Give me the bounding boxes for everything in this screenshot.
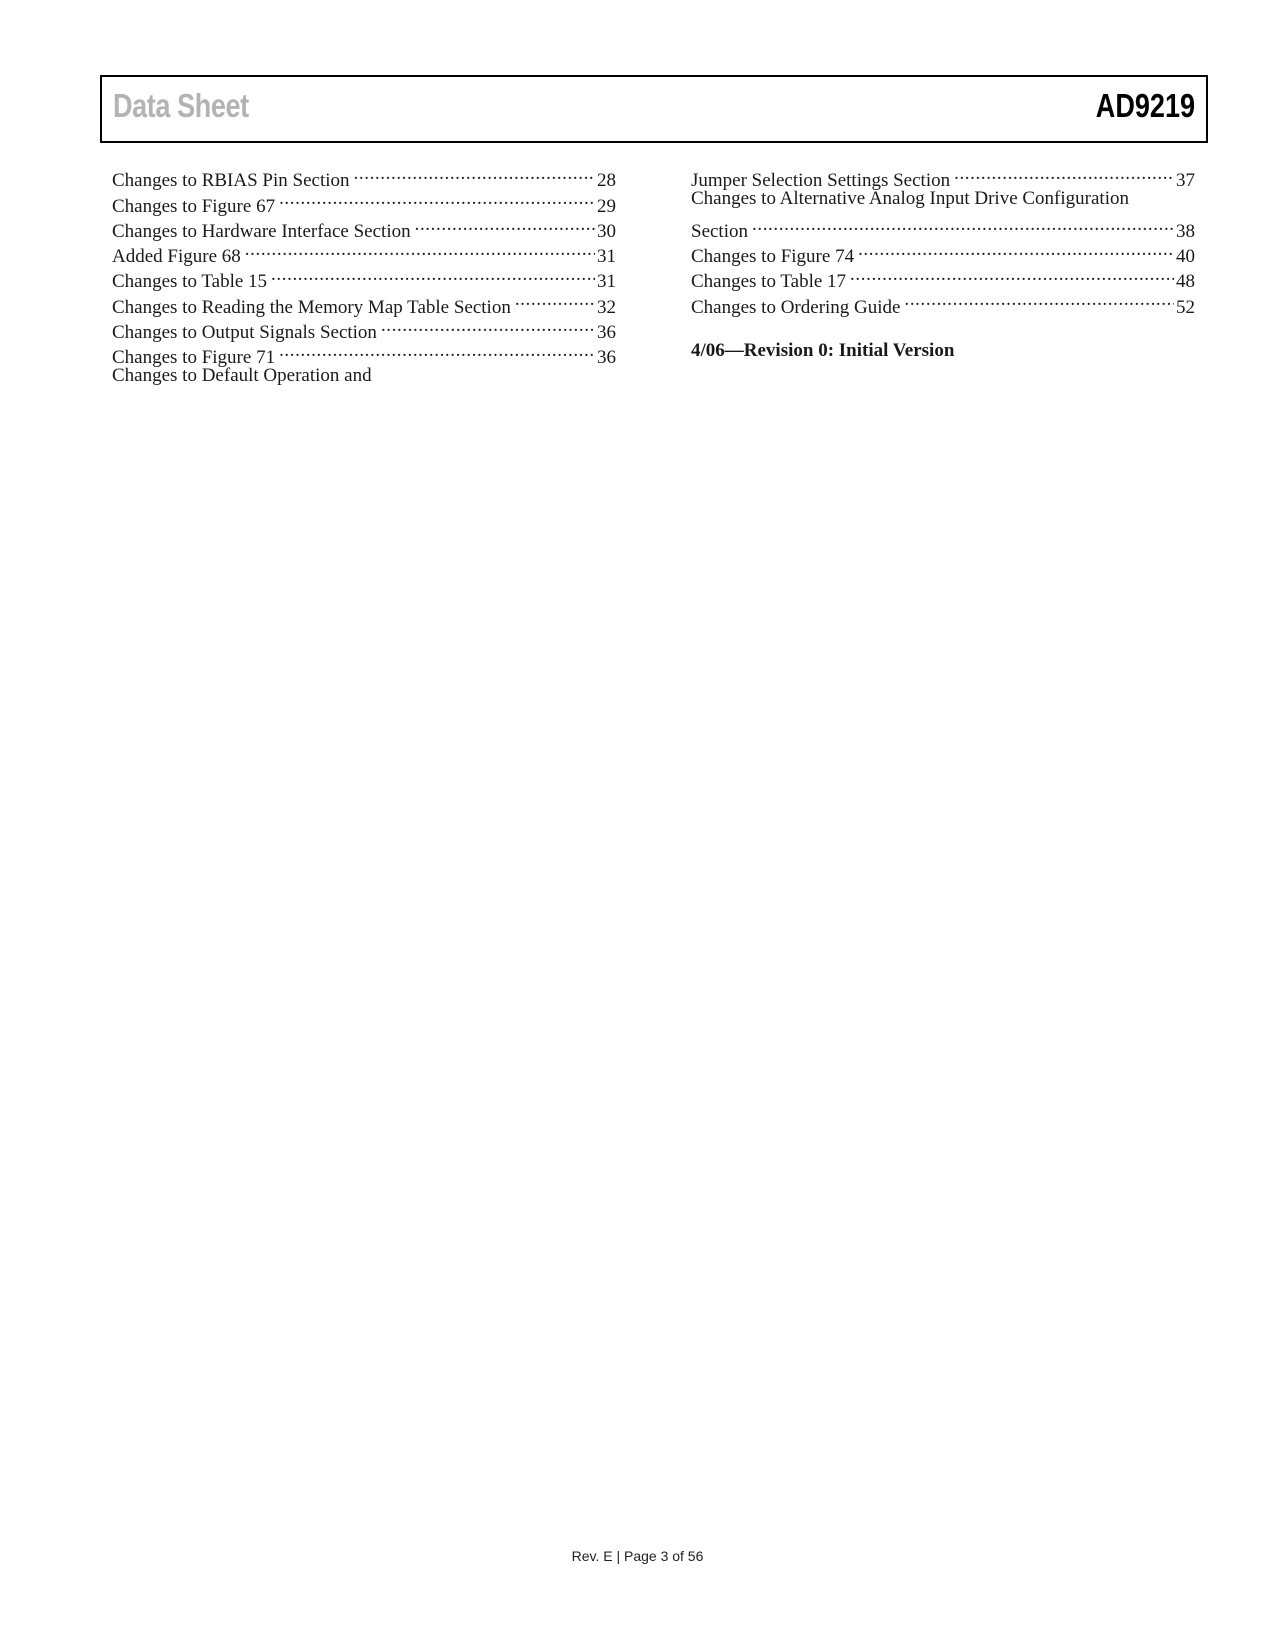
toc-entry-text: Changes to Figure 67 [112,195,276,217]
toc-leader-dots [904,287,1174,312]
toc-entry-text: Section [691,220,748,242]
toc-entry-text: Changes to Table 17 [691,271,847,293]
toc-entry [691,212,1195,242]
revision-history-right-column [691,161,1195,363]
toc-entry [691,237,1195,268]
toc-entry [691,161,1195,192]
toc-entry-text: Changes to Ordering Guide [691,296,901,318]
toc-leader-dots [954,161,1174,186]
toc-entry-page: 30 [597,220,616,242]
page-header [100,75,1208,143]
revision-heading: 4/06—Revision 0: Initial Version [691,339,955,361]
toc-entry-page: 37 [1176,170,1195,192]
toc-continued-entry: Changes to Default Operation and [112,365,372,387]
toc-entry-page: 48 [1176,271,1195,293]
toc-leader-dots [271,262,595,287]
toc-entry-page: 40 [1176,246,1195,268]
toc-entry-text: Added Figure 68 [112,246,241,268]
toc-leader-dots [415,212,595,237]
toc-leader-dots [279,186,595,211]
toc-leader-dots [279,338,595,363]
toc-entry-text: Changes to RBIAS Pin Section [112,170,350,192]
toc-entry-text: Changes to Hardware Interface Section [112,220,411,242]
toc-entry-text: Changes to Table 15 [112,271,268,293]
toc-entry-page: 52 [1176,296,1195,318]
toc-wrapped-entry-line1: Changes to Alternative Analog Input Drive Configuration [691,188,1129,210]
toc-leader-dots [850,262,1174,287]
toc-leader-dots [515,287,595,312]
toc-leader-dots [858,237,1174,262]
toc-leader-dots [752,212,1174,237]
toc-leader-dots [354,161,595,186]
toc-entry-text: Changes to Output Signals Section [112,322,377,344]
header-doc-type: Data Sheet [113,87,249,124]
toc-entry-page: 31 [597,246,616,268]
toc-entry-text: Changes to Figure 74 [691,246,855,268]
toc-entry-text: Jumper Selection Settings Section [691,170,951,192]
toc-entry [112,161,616,192]
toc-entry-page: 32 [597,296,616,318]
page-footer: Rev. E | Page 3 of 56 [571,1548,704,1564]
header-part-number: AD9219 [1095,87,1195,124]
toc-entry-page: 38 [1176,220,1195,242]
toc-entry-page: 29 [597,195,616,217]
toc-entry-text: Changes to Reading the Memory Map Table Section [112,296,511,318]
toc-entry-text: Changes to Figure 71 [112,347,276,369]
revision-history-left-column [112,161,616,389]
toc-entry-page: 36 [597,322,616,344]
toc-entry-page: 31 [597,271,616,293]
toc-entry-page: 36 [597,347,616,369]
toc-entry-page: 28 [597,170,616,192]
toc-leader-dots [245,237,595,262]
toc-leader-dots [381,313,595,338]
